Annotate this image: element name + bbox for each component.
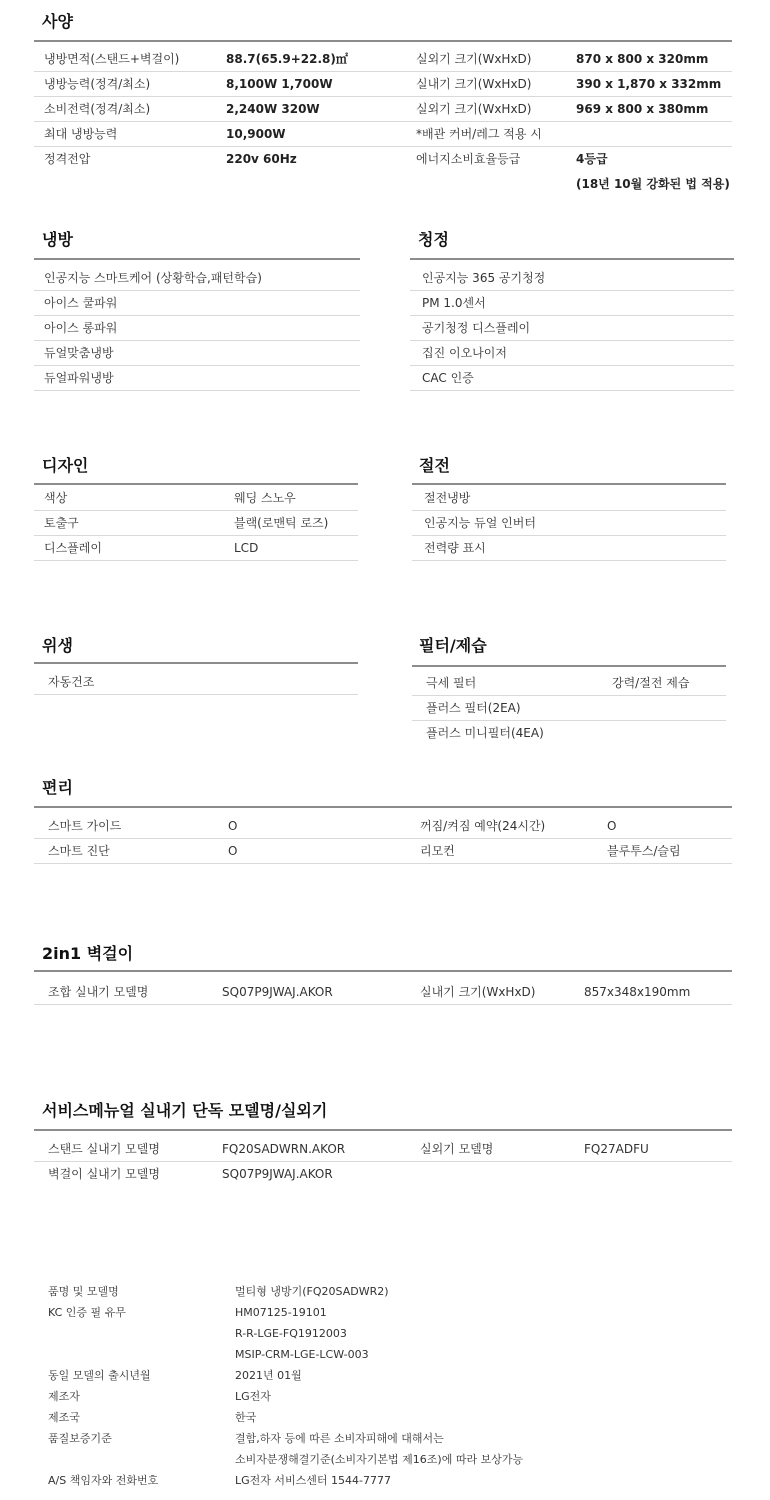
info-value: R-R-LGE-FQ1912003 [235, 1327, 347, 1340]
list-item [412, 537, 726, 561]
design-value: 웨딩 스노우 [234, 491, 296, 505]
table-row [34, 537, 358, 561]
wall-title: 2in1 벽걸이 [42, 944, 134, 963]
spec-label: 실내기 크기(WxHxD) [416, 77, 532, 91]
spec-value: 2,240W 320W [226, 102, 320, 116]
design-title: 디자인 [42, 456, 89, 475]
list-item-label: CAC 인증 [422, 371, 474, 385]
convenience-label: 스마트 가이드 [48, 819, 122, 833]
filter-label: 플러스 필터(2EA) [426, 701, 521, 715]
spec-label: 실외기 크기(WxHxD) [416, 102, 532, 116]
table-row [34, 148, 732, 172]
spec-label: 냉방능력(정격/최소) [44, 77, 151, 91]
info-value: 결함,하자 등에 따른 소비자피해에 대해서는 [235, 1432, 444, 1445]
info-value: 한국 [235, 1411, 257, 1424]
list-item-label: 인공지능 스마트케어 (상황학습,패턴학습) [44, 271, 262, 285]
table-row [34, 123, 732, 147]
table-row [412, 672, 726, 696]
list-item [412, 487, 726, 511]
filter-title: 필터/제습 [419, 636, 487, 655]
table-row [412, 722, 726, 746]
convenience-label: 꺼짐/켜짐 예약(24시간) [420, 819, 546, 833]
list-item-label: PM 1.0센서 [422, 296, 486, 310]
table-row [34, 815, 732, 839]
design-value: 블랙(로맨틱 로즈) [234, 516, 329, 530]
table-row [34, 1138, 732, 1162]
info-value: 소비자분쟁해결기준(소비자기본법 제16조)에 따라 보상가능 [235, 1453, 524, 1466]
service-title: 서비스메뉴얼 실내기 단독 모델명/실외기 [42, 1101, 328, 1120]
service-divider [34, 1129, 732, 1131]
list-item [410, 367, 734, 391]
wall-label: 실내기 크기(WxHxD) [420, 985, 536, 999]
spec-label: 에너지소비효율등급 [416, 152, 521, 166]
convenience-title: 편리 [42, 778, 73, 797]
list-item-label: 절전냉방 [424, 491, 471, 505]
cooling-divider [34, 258, 360, 260]
table-row [34, 840, 732, 864]
list-item-label: 인공지능 듀얼 인버터 [424, 516, 536, 530]
info-label: 품질보증기준 [48, 1432, 112, 1445]
info-value: MSIP-CRM-LGE-LCW-003 [235, 1348, 369, 1361]
list-item [34, 671, 358, 695]
convenience-label: 스마트 진단 [48, 844, 110, 858]
list-item-label: 아이스 롱파워 [44, 321, 118, 335]
purify-divider [410, 258, 734, 260]
filter-divider [412, 665, 726, 667]
info-label: KC 인증 필 유무 [48, 1306, 126, 1319]
convenience-value: 블루투스/슬림 [607, 844, 681, 858]
spec-value: 220v 60Hz [226, 152, 297, 166]
list-item [34, 342, 360, 366]
service-label: 실외기 모델명 [420, 1142, 494, 1156]
list-item-label: 듀얼파워냉방 [44, 371, 114, 385]
design-label: 디스플레이 [44, 541, 102, 555]
list-item [410, 292, 734, 316]
table-row [34, 487, 358, 511]
info-value: 2021년 01월 [235, 1369, 302, 1382]
spec-value: 10,900W [226, 127, 286, 141]
cooling-title: 냉방 [42, 230, 73, 249]
spec-label: 최대 냉방능력 [44, 127, 118, 141]
info-label: 동일 모델의 출시년월 [48, 1369, 151, 1382]
spec-label: *배관 커버/레그 적용 시 [416, 127, 542, 141]
convenience-value: O [607, 819, 617, 833]
design-value: LCD [234, 541, 259, 555]
info-value: LG전자 서비스센터 1544-7777 [235, 1474, 391, 1487]
design-label: 토출구 [44, 516, 79, 530]
list-item-label: 인공지능 365 공기청정 [422, 271, 546, 285]
info-value: LG전자 [235, 1390, 271, 1403]
spec-label: 정격전압 [44, 152, 91, 166]
list-item [34, 267, 360, 291]
table-row [412, 697, 726, 721]
hygiene-divider [34, 662, 358, 664]
filter-label: 플러스 미니필터(4EA) [426, 726, 544, 740]
info-label: 제조자 [48, 1390, 80, 1403]
purify-title: 청정 [418, 230, 449, 249]
list-item [34, 367, 360, 391]
spec-value: 88.7(65.9+22.8)㎡ [226, 52, 348, 66]
list-item [410, 267, 734, 291]
design-divider [34, 483, 358, 485]
hygiene-title: 위생 [42, 636, 73, 655]
convenience-label: 리모컨 [420, 844, 455, 858]
table-row [34, 73, 732, 97]
filter-value: 강력/절전 제습 [612, 676, 690, 690]
service-value: FQ27ADFU [584, 1142, 649, 1156]
spec-value: 390 x 1,870 x 332mm [576, 77, 722, 91]
spec-value: 4등급 [576, 152, 608, 166]
spec-value: 8,100W 1,700W [226, 77, 333, 91]
list-item-label: 집진 이오나이저 [422, 346, 507, 360]
list-item [412, 512, 726, 536]
spec-label: 소비전력(정격/최소) [44, 102, 151, 116]
energy-grade-note: (18년 10월 강화된 법 적용) [576, 177, 730, 191]
convenience-value: O [228, 819, 238, 833]
spec-value: 969 x 800 x 380mm [576, 102, 709, 116]
saving-divider [412, 483, 726, 485]
table-row [34, 512, 358, 536]
table-row [34, 1163, 732, 1187]
service-label: 스탠드 실내기 모델명 [48, 1142, 160, 1156]
info-value: HM07125-19101 [235, 1306, 327, 1319]
table-row [34, 981, 732, 1005]
wall-label: 조합 실내기 모델명 [48, 985, 149, 999]
service-value: SQ07P9JWAJ.AKOR [222, 1167, 333, 1181]
list-item-label: 전력량 표시 [424, 541, 486, 555]
filter-label: 극세 필터 [426, 676, 477, 690]
list-item [34, 292, 360, 316]
table-row [34, 98, 732, 122]
service-label: 벽걸이 실내기 모델명 [48, 1167, 160, 1181]
spec-label: 실외기 크기(WxHxD) [416, 52, 532, 66]
convenience-divider [34, 806, 732, 808]
info-label: 품명 및 모델명 [48, 1285, 119, 1298]
list-item [410, 317, 734, 341]
table-row [34, 48, 732, 72]
wall-value: SQ07P9JWAJ.AKOR [222, 985, 333, 999]
wall-divider [34, 970, 732, 972]
list-item-label: 듀얼맞춤냉방 [44, 346, 114, 360]
spec-title: 사양 [42, 12, 73, 31]
service-value: FQ20SADWRN.AKOR [222, 1142, 346, 1156]
info-label: 제조국 [48, 1411, 80, 1424]
spec-divider [34, 40, 732, 42]
convenience-value: O [228, 844, 238, 858]
saving-title: 절전 [419, 456, 450, 475]
info-value: 멀티형 냉방기(FQ20SADWR2) [235, 1285, 389, 1298]
list-item [34, 317, 360, 341]
spec-label: 냉방면적(스탠드+벽걸이) [44, 52, 180, 66]
wall-value: 857x348x190mm [584, 985, 691, 999]
spec-value: 870 x 800 x 320mm [576, 52, 709, 66]
list-item [410, 342, 734, 366]
design-label: 색상 [44, 491, 68, 505]
list-item-label: 아이스 쿨파워 [44, 296, 118, 310]
list-item-label: 공기청정 디스플레이 [422, 321, 531, 335]
info-label: A/S 책임자와 전화번호 [48, 1474, 159, 1487]
list-item-label: 자동건조 [48, 675, 95, 689]
